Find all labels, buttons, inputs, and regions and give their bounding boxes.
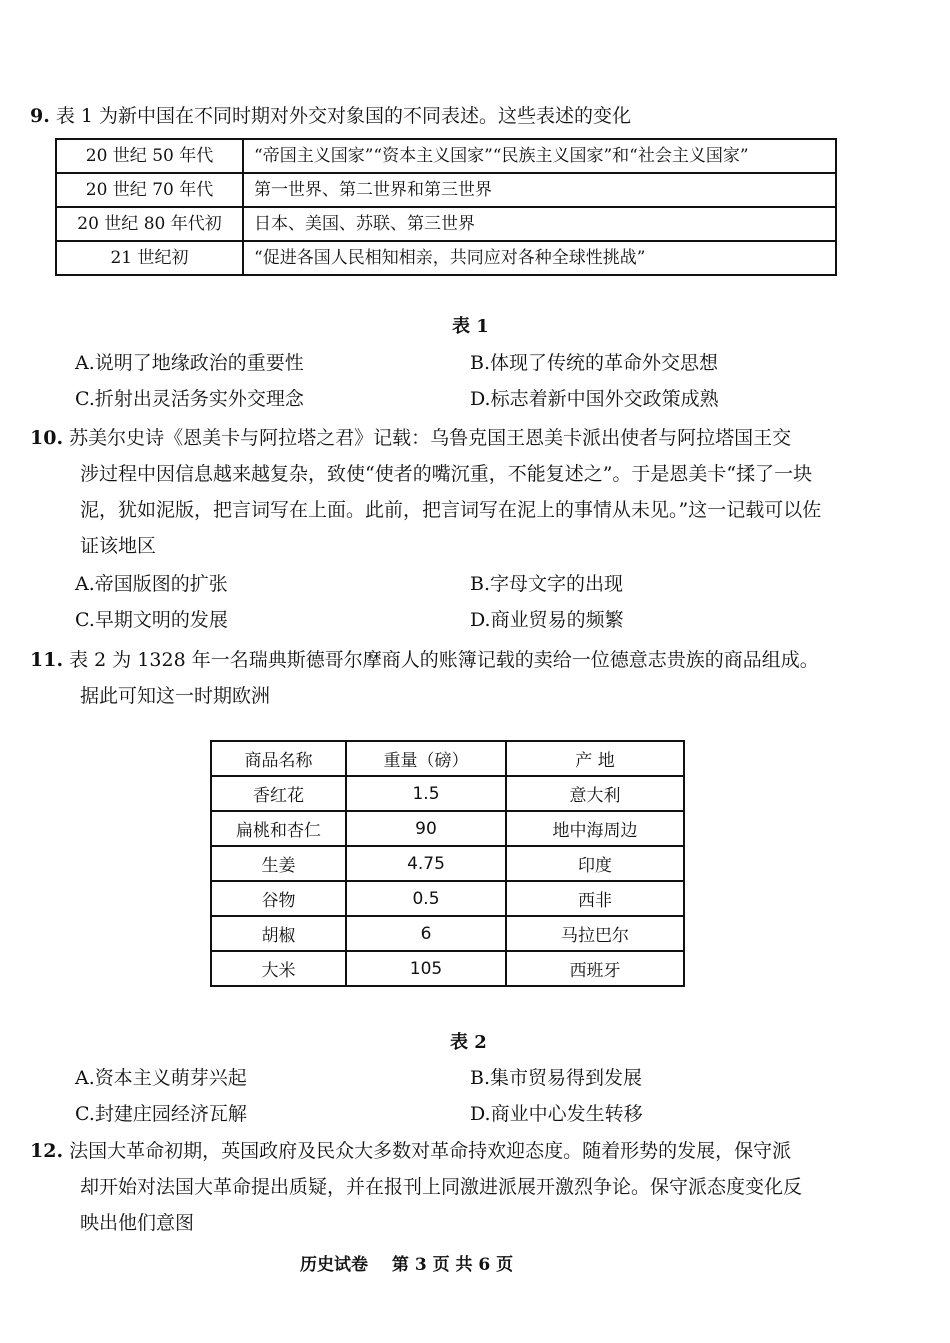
table-cell: 6 — [346, 916, 506, 951]
table-cell: 第一世界、第二世界和第三世界 — [243, 173, 836, 207]
question-stem-line: 苏美尔史诗《恩美卡与阿拉塔之君》记载：乌鲁克国王恩美卡派出使者与阿拉塔国王交 — [69, 427, 792, 449]
question-10-options — [75, 566, 895, 638]
option-d[interactable]: D.标志着新中国外交政策成熟 — [470, 388, 719, 410]
option-a[interactable]: A.说明了地缘政治的重要性 — [75, 352, 304, 374]
question-9 — [30, 98, 900, 134]
option-c[interactable]: C.早期文明的发展 — [75, 609, 228, 631]
question-stem-line: 证该地区 — [80, 535, 157, 557]
option-a[interactable]: A.资本主义萌芽兴起 — [75, 1067, 247, 1089]
question-stem-line: 表 2 为 1328 年一名瑞典斯德哥尔摩商人的账簿记载的卖给一位德意志贵族的商品组成。 — [69, 649, 819, 671]
table-cell: 20 世纪 50 年代 — [56, 139, 243, 173]
table-cell: 地中海周边 — [506, 811, 684, 846]
table-row — [56, 173, 836, 207]
question-12 — [30, 1133, 900, 1241]
table-cell: 0.5 — [346, 881, 506, 916]
table-cell: 香红花 — [211, 776, 346, 811]
table-cell: 105 — [346, 951, 506, 986]
table-cell: 西非 — [506, 881, 684, 916]
question-stem-line: 据此可知这一时期欧洲 — [80, 685, 271, 707]
question-stem-line: 泥，犹如泥版，把言词写在上面。此前，把言词写在泥上的事情从未见。”这一记载可以佐 — [80, 499, 822, 521]
table-cell: 扁桃和杏仁 — [211, 811, 346, 846]
question-11 — [30, 642, 900, 714]
table-row — [211, 951, 684, 986]
table-cell: 生姜 — [211, 846, 346, 881]
table-2-caption: 表 2 — [450, 1032, 487, 1053]
option-d[interactable]: D.商业中心发生转移 — [470, 1103, 643, 1125]
question-11-options — [75, 1060, 895, 1132]
table-cell: 大米 — [211, 951, 346, 986]
table-1-caption: 表 1 — [452, 316, 489, 337]
page-footer — [300, 1250, 531, 1275]
footer-page-number: 第 3 页 共 6 页 — [391, 1255, 514, 1275]
table-row — [56, 139, 836, 173]
table-cell: 21 世纪初 — [56, 241, 243, 275]
option-b[interactable]: B.字母文字的出现 — [470, 573, 624, 595]
option-b[interactable]: B.集市贸易得到发展 — [470, 1067, 643, 1089]
footer-subject: 历史试卷 — [300, 1255, 368, 1275]
table-cell: 马拉巴尔 — [506, 916, 684, 951]
question-stem-line: 映出他们意图 — [80, 1212, 195, 1234]
table-row — [211, 916, 684, 951]
table-cell: “帝国主义国家”“资本主义国家”“民族主义国家”和“社会主义国家” — [243, 139, 836, 173]
table-cell: 谷物 — [211, 881, 346, 916]
table-row — [211, 881, 684, 916]
question-number: 11. — [30, 649, 64, 671]
table-cell: 胡椒 — [211, 916, 346, 951]
table-cell: 90 — [346, 811, 506, 846]
table-row — [56, 207, 836, 241]
table-row — [56, 241, 836, 275]
table-cell: 20 世纪 80 年代初 — [56, 207, 243, 241]
table-2 — [210, 740, 685, 987]
table-header-row — [211, 741, 684, 776]
table-row — [211, 846, 684, 881]
table-header: 产 地 — [506, 741, 684, 776]
question-number: 9. — [30, 105, 50, 127]
table-cell: 印度 — [506, 846, 684, 881]
table-row — [211, 776, 684, 811]
question-stem: 表 1 为新中国在不同时期对外交对象国的不同表述。这些表述的变化 — [55, 105, 632, 127]
table-cell: 意大利 — [506, 776, 684, 811]
question-number: 10. — [30, 427, 64, 449]
table-cell: 1.5 — [346, 776, 506, 811]
question-9-options — [75, 345, 895, 417]
table-header: 重量（磅） — [346, 741, 506, 776]
question-10 — [30, 420, 900, 564]
table-row — [211, 811, 684, 846]
option-c[interactable]: C.封建庄园经济瓦解 — [75, 1103, 247, 1125]
question-stem-line: 涉过程中因信息越来越复杂，致使“使者的嘴沉重，不能复述之”。于是恩美卡“揉了一块 — [80, 463, 813, 485]
table-cell: 4.75 — [346, 846, 506, 881]
table-1 — [55, 138, 837, 276]
option-b[interactable]: B.体现了传统的革命外交思想 — [470, 352, 719, 374]
option-d[interactable]: D.商业贸易的频繁 — [470, 609, 624, 631]
table-cell: “促进各国人民相知相亲，共同应对各种全球性挑战” — [243, 241, 836, 275]
table-cell: 日本、美国、苏联、第三世界 — [243, 207, 836, 241]
option-c[interactable]: C.折射出灵活务实外交理念 — [75, 388, 304, 410]
table-header: 商品名称 — [211, 741, 346, 776]
question-stem-line: 却开始对法国大革命提出质疑，并在报刊上同激进派展开激烈争论。保守派态度变化反 — [80, 1176, 803, 1198]
table-cell: 西班牙 — [506, 951, 684, 986]
option-a[interactable]: A.帝国版图的扩张 — [75, 573, 228, 595]
question-number: 12. — [30, 1140, 64, 1162]
table-cell: 20 世纪 70 年代 — [56, 173, 243, 207]
question-stem-line: 法国大革命初期，英国政府及民众大多数对革命持欢迎态度。随着形势的发展，保守派 — [69, 1140, 792, 1162]
